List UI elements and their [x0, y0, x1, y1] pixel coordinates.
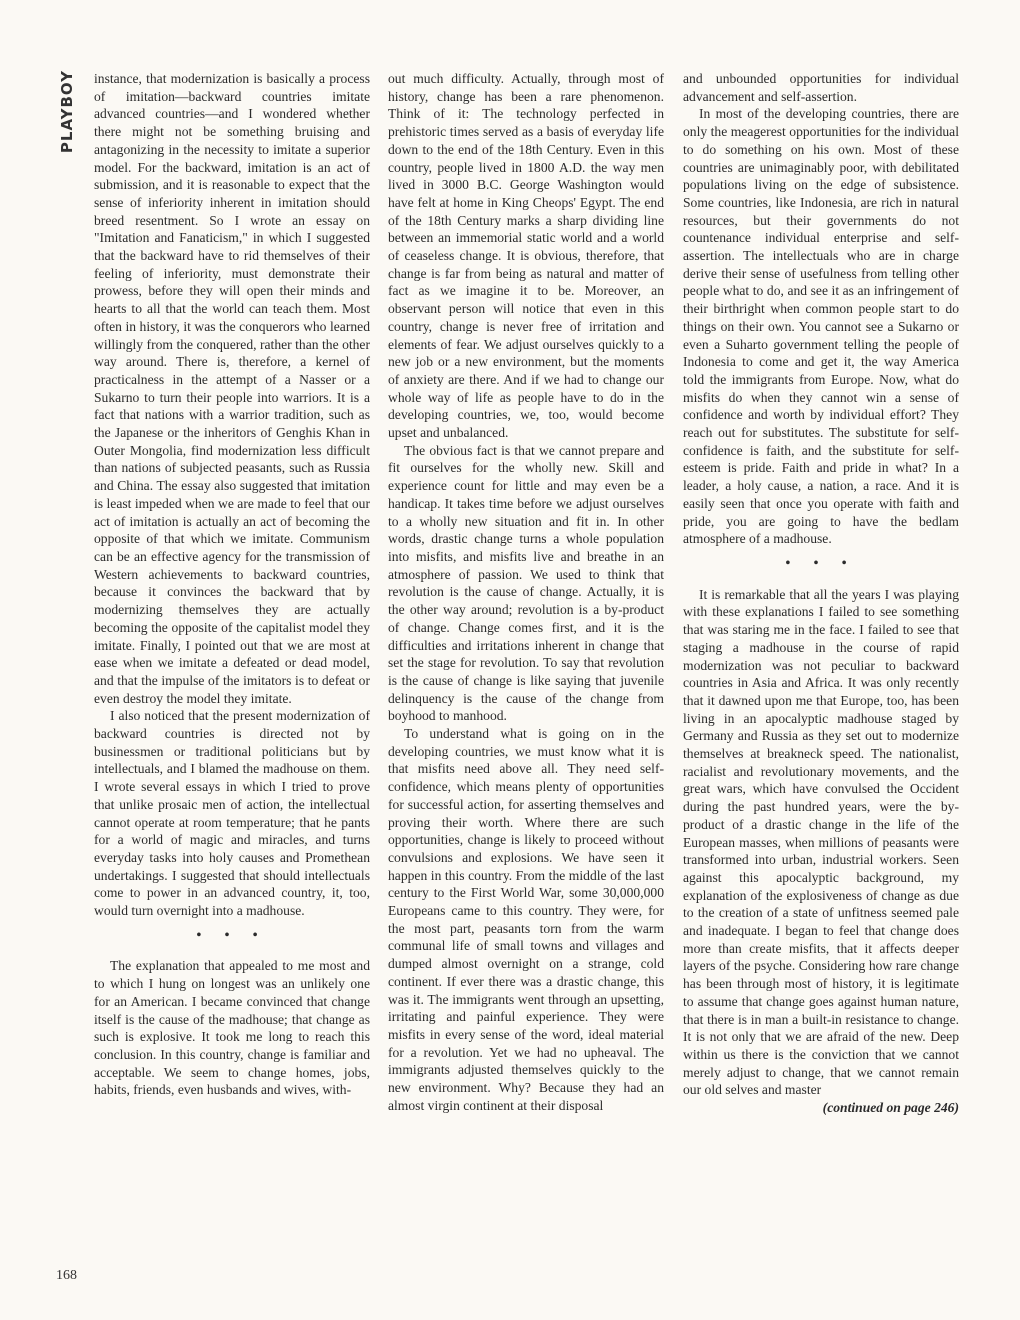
magazine-brand: PLAYBOY [58, 70, 76, 154]
paragraph: I also noticed that the present modernization of backward countries is directed not by businessmen or traditional politicians but by intellectuals, and I blamed the madhouse on them. I wrote several essays in which I tried to prove that unlike prosaic men of action, the intellectual cannot operate at room temperature; that he pants for a world of magic and miracles, and turns everyday tasks into holy causes and Promethean undertakings. I suggested that should intellectuals come to power in an advanced country, it, too, would turn overnight into a madhouse. [94, 708, 370, 919]
paragraph: out much difficulty. Actually, through most of history, change has been a rare phenomenon. Think of it: The technology perfected in prehistoric times served as a basis of everyday life down to the end of the 18th Century. Even in this country, people lived in 1800 A.D. the way men lived in 3000 B.C. George Washington would have felt at home in King Cheops' Egypt. The end of the 18th Century marks a sharp dividing line between an immemorial static world and a world of ceaseless change. It is obvious, therefore, that change is far from being as natural and matter of fact as we imagine it to be. Moreover, an observant person will notice that even in this country, change is never free of irritation and elements of fear. We adjust ourselves quickly to a new job or a new environment, but the moments of anxiety are there. And if we had to change our whole way of life as people have to do in the developing countries, we, too, would become upset and unbalanced. [388, 71, 664, 441]
paragraph: In most of the developing countries, there are only the meagerest opportunities for the individual to do something on his own. Most of these countries are unimaginably poor, with debilitated populations living on the edge of subsistence. Some countries, like Indonesia, are rich in natural resources, but their governments do not countenance individual enterprise and self-assertion. The intellectuals who are in charge derive their sense of usefulness from telling other people what to do, and see it as an infringement of their birthright when common people start to do things on their own. You cannot see a Sukarno or even a Suharto government telling the people of Indonesia to come and get it, the way America told the immigrants from Europe. Now, what do misfits do when they cannot win a sense of confidence and worth by individual effort? They reach out for substitutes. The substitute for self-confidence is faith, and the substitute for self-esteem is pride. Faith and pride in what? In a leader, a holy cause, a nation, a race. And it is easily seen that once you operate with faith and pride, you are going to have the bedlam atmosphere of a madhouse. [683, 106, 959, 547]
paragraph: and unbounded opportunities for individual advancement and self-assertion. [683, 71, 959, 104]
continued-note: (continued on page 246) [822, 1100, 959, 1116]
paragraph: To understand what is going on in the developing countries, we must know what it is that misfits need above all. They need self-confidence, which means plenty of opportunities for successful action, for asserting themselves and proving their worth. Where there are such opportunities, change is likely to proceed without convulsions and explosions. We have seen it happen in this country. From the middle of the last century to the First World War, some 30,000,000 Europeans came to this country. They were, for the most part, peasants torn from the warm communal life of small towns and villages and dumped almost overnight on a strange, cold continent. If ever there was a drastic change, this was it. The immigrants went through an upsetting, irritating and painful experience. They were misfits in every sense of the word, ideal material for a revolution. Yet we had no upheaval. The immigrants adjusted themselves quickly to the new environment. Why? Because they had an almost virgin continent at their disposal [388, 726, 664, 1113]
section-separator: • • • [196, 926, 268, 942]
page-number: 168 [56, 1268, 77, 1283]
paragraph: It is remarkable that all the years I was playing with these explanations I failed to see something that was staring me in the face. I failed to see that staging a madhouse in the course of rapid modernization was not peculiar to backward countries in Asia and Africa. It was only recently that it dawned upon me that Europe, too, has been living in an apocalyptic madhouse staged by Germany and Russia as they set out to modernize themselves at breakneck speed. The nationalist, racialist and revolutionary movements, and the great wars, which have convulsed the Occident during the past hundred years, were the by-product of a drastic change in the life of the European masses, when millions of peasants were transformed into urban, industrial workers. Seen against this apocalyptic background, my explanation of the explosiveness of change as due to the creation of a state of unfitness seemed pale and inadequate. I began to feel that change does more than create misfits, that it affects deeper layers of the psyche. Considering how rare change has been through most of history, it is legitimate to assume that change goes against human nature, that there is in man a built-in resistance to change. It is not only that we are afraid of the new. Deep within us there is the conviction that we cannot merely adjust to change, that we cannot remain our old selves and master [683, 586, 959, 1098]
paragraph: The obvious fact is that we cannot prepare and fit ourselves for the wholly new. Skill and experience count for little and may even be a handicap. It takes time before we adjust ourselves to a wholly new situation and fit in. In other words, drastic change turns a whole population into misfits, and misfits live and breathe in an atmosphere of passion. We used to think that revolution is the cause of change. Actually, it is the other way around; revolution is a by-product of change. Change comes first, and it is the difficulties and irritations inherent in change that set the stage for revolution. To say that revolution is the cause of change is like saying that juvenile delinquency is the cause of the change from boyhood to manhood. [388, 442, 664, 724]
paragraph: The explanation that appealed to me most and to which I hung on longest was an unlikely one for an American. I became convinced that change itself is the cause of the madhouse; that change as such is explosive. It took me long to reach this conclusion. In this country, change is familiar and acceptable. We seem to change homes, jobs, habits, friends, even husbands and wives, with- [94, 958, 370, 1098]
text-column-2 [388, 70, 664, 1114]
text-column-1 [94, 70, 370, 1099]
paragraph: instance, that modernization is basically a process of imitation—backward countries imitate advanced countries—and I wondered whether there might not be something bruising and antagonizing in the necessity to imitate a superior model. For the backward, imitation is an act of submission, and it is reasonable to expect that the sense of inferiority inherent in imitation should breed resentment. So I wrote an essay on "Imitation and Fanaticism," in which I suggested that the backward have to rid themselves of their feeling of inferiority, must demonstrate their prowess, before they will open their minds and hearts to all that the world can teach them. Most often in history, it was the conquerors who learned willingly from the conquered, rather than the other way around. There is, therefore, a kernel of practicalness in the attempt of a Nasser or a Sukarno to turn their people into warriors. It is a fact that nations with a warrior tradition, such as the Japanese or the inheritors of Genghis Khan in Outer Mongolia, find modernization less difficult than nations of subjected peasants, such as Russia and China. The essay also suggested that imitation is least impeded when we are made to feel that our act of imitation is actually an act of becoming the opposite of that which we imitate. Communism can be an effective agency for the transmission of Western achievements to backward countries, because it convinces the backward that by modernizing themselves they are actually becoming the opposite of the capitalist model they imitate. Finally, I pointed out that we are most at ease when we imitate a defeated or dead model, and that the impulse of the imitators is to defeat or even destroy the model they imitate. [94, 71, 370, 706]
text-column-3 [683, 70, 959, 1117]
section-separator: • • • [785, 554, 857, 570]
